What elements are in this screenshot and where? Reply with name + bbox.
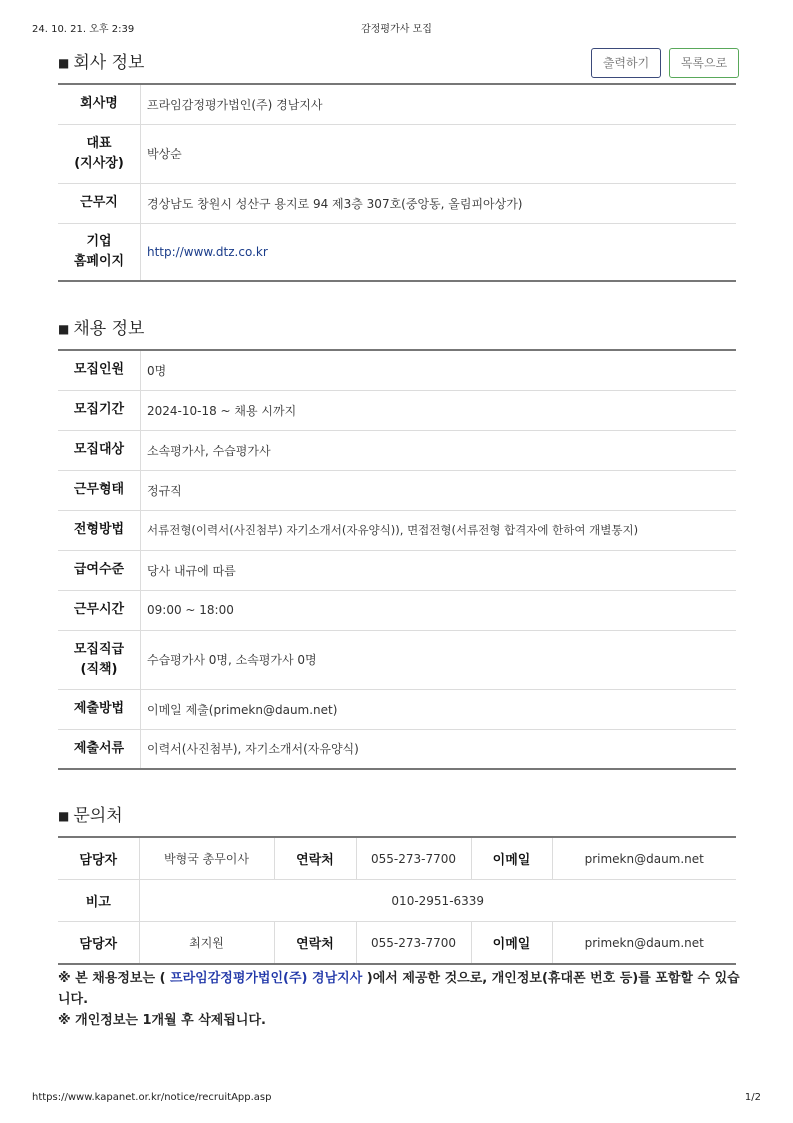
contact-table	[58, 836, 736, 965]
row-label: 근무지	[58, 183, 141, 223]
table-row	[58, 922, 736, 965]
row-value: 이메일 제출(primekn@daum.net)	[141, 689, 737, 729]
print-page-title: 감정평가사 모집	[361, 24, 432, 35]
email-label: 이메일	[471, 922, 552, 965]
contact-section-title: ■ 문의처	[58, 806, 123, 826]
email-label: 이메일	[471, 837, 552, 880]
print-timestamp: 24. 10. 21. 오후 2:39	[32, 24, 135, 35]
row-value: 09:00 ~ 18:00	[141, 590, 737, 630]
row-label: 모집인원	[58, 350, 141, 390]
manager-value: 최지원	[139, 922, 274, 965]
row-value: 정규직	[141, 470, 737, 510]
table-row	[58, 880, 736, 922]
row-value: 소속평가사, 수습평가사	[141, 430, 737, 470]
table-row	[58, 350, 736, 390]
phone-value: 055-273-7700	[356, 922, 471, 965]
table-row	[58, 430, 736, 470]
email-value: primekn@daum.net	[584, 935, 704, 950]
manager-label: 담당자	[58, 837, 139, 880]
row-value: 이력서(사진첨부), 자기소개서(자유양식)	[147, 742, 359, 757]
table-row	[58, 183, 736, 223]
company-name-value: 프라임감정평가법인(주) 경남지사	[141, 84, 737, 124]
manager-value: 박형국 총무이사	[139, 837, 274, 880]
notice-line-2: ※ 개인정보는 1개월 후 삭제됩니다.	[58, 1013, 266, 1028]
note-label: 비고	[58, 880, 139, 922]
recruit-section-title: ■ 채용 정보	[58, 319, 145, 339]
homepage-cell	[141, 223, 737, 281]
phone-label: 연락처	[274, 837, 356, 880]
square-bullet-icon: ■	[58, 809, 70, 823]
phone-label: 연락처	[274, 922, 356, 965]
page-number: 1/2	[744, 1092, 761, 1103]
row-label: 근무형태	[58, 470, 141, 510]
row-label: 모집직급 (직책)	[58, 630, 141, 689]
table-row	[58, 590, 736, 630]
email-value: primekn@daum.net	[552, 837, 736, 880]
representative-value: 박상순	[141, 124, 737, 183]
square-bullet-icon: ■	[58, 56, 70, 70]
row-value: 0명	[141, 350, 737, 390]
row-value: 서류전형(이력서(사진첨부) 자기소개서(자유양식)), 면접전형(서류전형 합격자에 한하여 개별통지)	[141, 510, 737, 550]
table-row	[58, 470, 736, 510]
notice-company-name: 프라임감정평가법인(주) 경남지사	[170, 971, 363, 986]
print-button[interactable]: 출력하기	[591, 48, 661, 78]
company-info-table	[58, 83, 736, 282]
row-label: 근무시간	[58, 590, 141, 630]
row-label: 대표 (지사장)	[58, 124, 141, 183]
table-row	[58, 124, 736, 183]
print-url: https://www.kapanet.or.kr/notice/recruitApp.asp	[32, 1092, 272, 1103]
row-label: 회사명	[58, 84, 141, 124]
row-label: 모집기간	[58, 390, 141, 430]
table-row	[58, 223, 736, 281]
row-label: 기업 홈페이지	[58, 223, 141, 281]
table-row	[58, 729, 736, 769]
row-label: 급여수준	[58, 550, 141, 590]
table-row	[58, 84, 736, 124]
print-footer	[32, 1092, 761, 1108]
company-section-title: ■ 회사 정보	[58, 53, 145, 73]
table-row	[58, 689, 736, 729]
row-value: 수습평가사 0명, 소속평가사 0명	[141, 630, 737, 689]
top-buttons	[591, 48, 739, 78]
phone-value: 055-273-7700	[356, 837, 471, 880]
row-label: 모집대상	[58, 430, 141, 470]
workplace-value: 경상남도 창원시 성산구 용지로 94 제3층 307호(중앙동, 올림피아상가)	[141, 183, 737, 223]
table-row	[58, 630, 736, 689]
note-value: 010-2951-6339	[139, 880, 736, 922]
homepage-link[interactable]: http://www.dtz.co.kr	[147, 244, 268, 259]
row-label: 제출방법	[58, 689, 141, 729]
notice-line-1: ※ 본 채용정보는 ( 프라임감정평가법인(주) 경남지사 )에서 제공한 것으로, 개인정보(휴대폰 번호 등)를 포함할 수 있습니다.	[58, 971, 740, 1007]
recruit-info-table	[58, 349, 736, 770]
table-row	[58, 390, 736, 430]
square-bullet-icon: ■	[58, 322, 70, 336]
row-label: 전형방법	[58, 510, 141, 550]
table-row	[58, 837, 736, 880]
privacy-notice	[58, 968, 740, 1031]
print-header	[32, 20, 761, 36]
manager-label: 담당자	[58, 922, 139, 965]
table-row	[58, 510, 736, 550]
row-label: 제출서류	[58, 729, 141, 769]
row-value: 당사 내규에 따름	[141, 550, 737, 590]
list-button[interactable]: 목록으로	[669, 48, 739, 78]
row-value: 2024-10-18 ~ 채용 시까지	[141, 390, 737, 430]
table-row	[58, 550, 736, 590]
